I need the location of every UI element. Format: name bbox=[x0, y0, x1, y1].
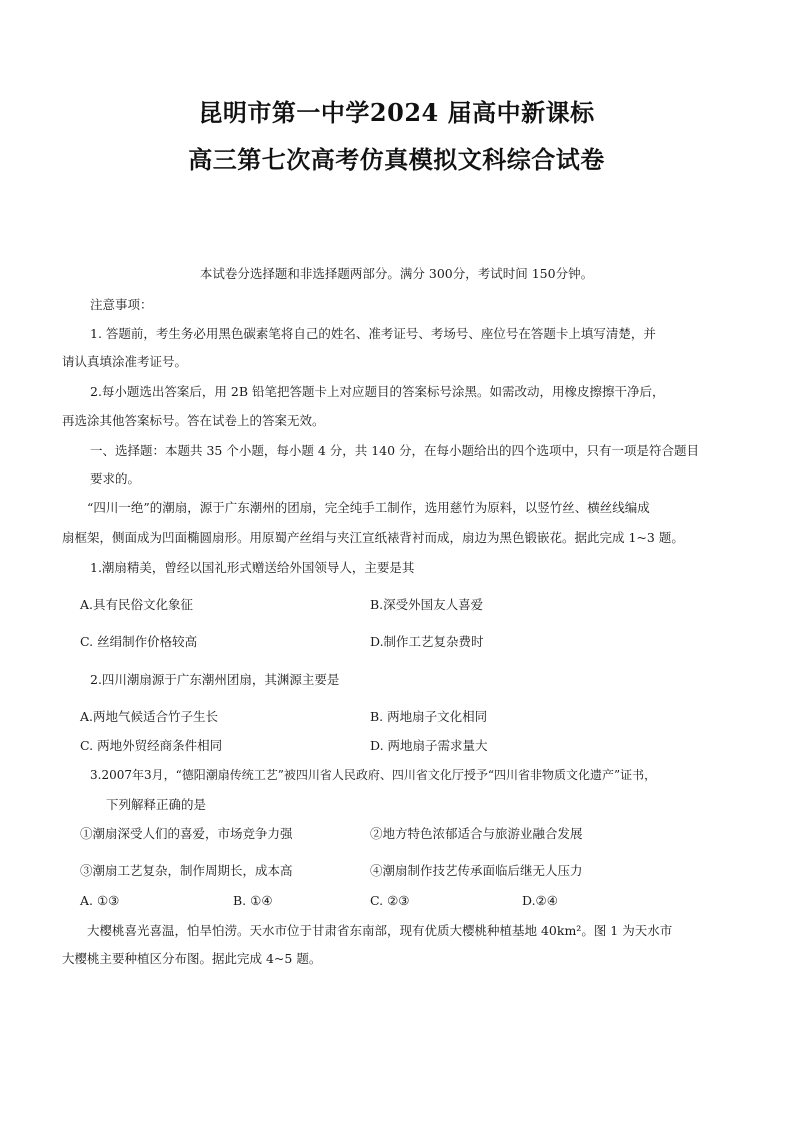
notice-heading: 注意事项： bbox=[90, 297, 153, 312]
question-1-option-b: B.深受外国友人喜爱 bbox=[370, 597, 484, 612]
question-2-option-b: B. 两地扇子文化相同 bbox=[370, 709, 488, 724]
question-3-statement-1: ①潮扇深受人们的喜爱，市场竞争力强 bbox=[80, 826, 293, 841]
exam-summary: 本试卷分选择题和非选择题两部分。满分 300分，考试时间 150分钟。 bbox=[199, 266, 594, 281]
notice-2-line2: 再选涂其他答案标号。答在试卷上的答案无效。 bbox=[62, 413, 325, 428]
section-heading-line2: 要求的。 bbox=[90, 471, 141, 486]
question-3-option-c: C. ②③ bbox=[370, 893, 410, 908]
question-2-option-d: D. 两地扇子需求量大 bbox=[370, 738, 488, 753]
notice-2-line1: 2.每小题选出答案后，用 2B 铅笔把答题卡上对应题目的答案标号涂黑。如需改动，用橡皮擦擦干净后， bbox=[90, 384, 665, 399]
exam-title-line2: 高三第七次高考仿真模拟文科综合试卷 bbox=[188, 145, 605, 174]
question-1-stem: 1.潮扇精美，曾经以国礼形式赠送给外国领导人，主要是其 bbox=[90, 560, 415, 575]
question-2-option-a: A.两地气候适合竹子生长 bbox=[80, 709, 219, 724]
question-3-statement-4: ④潮扇制作技艺传承面临后继无人压力 bbox=[370, 863, 583, 878]
question-1-option-d: D.制作工艺复杂费时 bbox=[370, 634, 484, 649]
passage1-line1: “四川一绝”的潮扇，源于广东潮州的团扇，完全纯手工制作，选用慈竹为原料，以竖竹丝、横丝线编成 bbox=[87, 500, 650, 515]
passage2-line2: 大樱桃主要种植区分布图。据此完成 4~5 题。 bbox=[62, 951, 322, 966]
notice-1-line2: 请认真填涂准考证号。 bbox=[62, 354, 188, 369]
question-3-statement-2: ②地方特色浓郁适合与旅游业融合发展 bbox=[370, 826, 583, 841]
exam-title-line1: 昆明市第一中学2024 届高中新课标 bbox=[198, 98, 595, 127]
passage2-line1: 大樱桃喜光喜温，怕旱怕涝。天水市位于甘肃省东南部，现有优质大樱桃种植基地 40km²。图 1 为天水市 bbox=[87, 923, 673, 938]
question-2-stem: 2.四川潮扇源于广东潮州团扇，其渊源主要是 bbox=[90, 672, 340, 687]
section-heading-line1: 一、选择题：本题共 35 个小题，每小题 4 分，共 140 分，在每小题给出的四个选项中，只有一项是符合题目 bbox=[90, 443, 700, 458]
question-3-statement-3: ③潮扇工艺复杂，制作周期长，成本高 bbox=[80, 863, 293, 878]
question-3-stem-line1: 3.2007年3月，“德阳潮扇传统工艺”被四川省人民政府、四川省文化厅授予“四川省非物质文化遗产”证书， bbox=[90, 768, 657, 782]
question-3-option-b: B. ①④ bbox=[233, 893, 273, 908]
notice-1-line1: 1. 答题前，考生务必用黑色碳素笔将自己的姓名、准考证号、考场号、座位号在答题卡上填写清楚，并 bbox=[90, 326, 656, 341]
question-3-option-d: D.②④ bbox=[522, 893, 558, 908]
question-3-stem-line2: 下列解释正确的是 bbox=[106, 797, 207, 812]
question-1-option-a: A.具有民俗文化象征 bbox=[80, 597, 194, 612]
question-2-option-c: C. 两地外贸经商条件相同 bbox=[80, 738, 223, 753]
question-1-option-c: C. 丝绢制作价格较高 bbox=[80, 634, 198, 649]
question-3-option-a: A. ①③ bbox=[80, 893, 120, 908]
passage1-line2: 扇框架，侧面成为凹面椭圆扇形。用原蜀产丝绢与夹江宣纸裱背衬而成，扇边为黑色锻嵌花。据此完成 1~3 题。 bbox=[62, 530, 684, 545]
